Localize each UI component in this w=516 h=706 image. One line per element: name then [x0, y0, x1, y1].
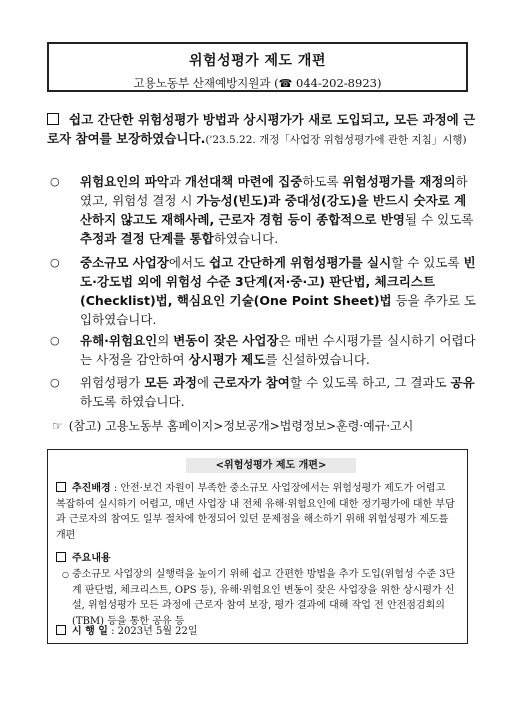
reference-line [52, 417, 482, 434]
title-box [47, 42, 468, 92]
background-label: 추진배경 [72, 483, 111, 494]
bullet-text-run: 위험성평가를 재정의 [342, 174, 456, 189]
bullet-text-run: 추정과 결정 단계를 통합 [80, 231, 214, 246]
bullet-text-run: 할 수 있도록 하고, 그 결과도 [289, 375, 451, 390]
bullet-item-4 [50, 373, 477, 411]
page-title: 위험성평가 제도 개편 [189, 53, 326, 69]
bullet-text-run: 공유 [450, 375, 475, 390]
bullet-text-run: 가능성(빈도)과 중대성(강도)을 반드시 숫자로 계산하지 않고도 재해사례, 근로자 경험 등이 종합적으로 반영 [80, 193, 467, 227]
bullet-text-run: 하도록 [302, 174, 343, 189]
square-bullet-icon [56, 482, 66, 492]
bullet-text-run: 할 수 있도록 [391, 255, 464, 270]
square-bullet-icon [56, 625, 66, 635]
bullet-text-run: 하였고, 위험성 결정 시 [80, 174, 468, 208]
intro-main-text: 쉽고 간단한 위험성평가 방법과 상시평가가 새로 도입되고, 모든 과정에 근로자 참여를 보장하였습니다. [47, 112, 476, 146]
square-bullet-icon [56, 552, 66, 562]
summary-box [47, 449, 468, 644]
effective-date-section [56, 624, 456, 640]
bullet-text-run: 쉽고 간단하게 위험성평가를 실시 [209, 255, 392, 270]
department-line [49, 75, 466, 91]
bullet-text-run: 위험성평가 [80, 375, 145, 390]
main-content-label: 주요내용 [72, 553, 111, 564]
circle-bullet-icon: ○ [50, 256, 60, 269]
bullet-text-run: 모든 과정 [144, 375, 198, 390]
pointing-hand-icon: ☞ [52, 419, 63, 433]
effective-date-text: : 2023년 5월 22일 [107, 626, 198, 637]
phone-number: 044-202-8923) [292, 76, 382, 90]
square-bullet-icon [47, 113, 59, 125]
circle-bullet-icon: ○ [50, 376, 60, 389]
bullet-text [60, 253, 477, 329]
bullet-text-run: 상시평가 제도 [188, 352, 266, 367]
background-text: : 안전·보건 자원이 부족한 중소규모 사업장에서는 위험성평가 제도가 어렵고 복잡하여 실시하기 어렵고, 매년 사업장 내 전체 유해·위험요인에 대한 정기평가에 대한 부담과 근로자의 참여도 일부 절차에 한정되어 있던 문제점을 해소하기 위해 위험성평가 제도를 개편 [56, 483, 455, 541]
circle-bullet-icon: ○ [50, 175, 60, 188]
bullet-text-run: 를 신설하였습니다. [265, 352, 370, 367]
main-content-item [62, 567, 458, 629]
background-section [56, 481, 456, 543]
reference-text: (참고) 고용노동부 홈페이지>정보공개>법령정보>훈령·예규·고시 [68, 419, 414, 433]
phone-icon: ☎ [278, 77, 293, 90]
bullet-text-run: 근로자가 참여 [213, 375, 290, 390]
effective-date-label: 시 행 일 [72, 626, 108, 637]
bullet-text-run: 에서도 [168, 255, 210, 270]
bullet-text-run: 과 [168, 174, 185, 189]
intro-note: ('23.5.22. 개정「사업장 위험성평가에 관한 지침」시행) [205, 134, 467, 146]
bullet-text-run: 빈도·강도법 외에 위험성 수준 3단계(저·중·고) 판단법, 체크리스트(Checklist)법, 핵심요인 기술(One Point Sheet)법 [80, 255, 476, 308]
department-text: 고용노동부 산재예방지원과 ( [133, 76, 279, 90]
summary-title: <위험성평가 제도 개편> [186, 458, 356, 473]
bullet-text-run: 등을 추가로 도입하였습니다. [80, 293, 476, 327]
bullet-text-run: 될 수 있도록 [405, 212, 474, 227]
bullet-text [60, 172, 477, 248]
bullet-item-2 [50, 253, 477, 329]
bullet-text-run: 위험요인의 파악 [80, 174, 169, 189]
bullet-text-run: 변동이 잦은 사업장 [173, 333, 279, 348]
circle-bullet-icon: ○ [62, 570, 69, 579]
bullet-item-1 [50, 172, 477, 248]
bullet-item-3 [50, 331, 477, 369]
intro-paragraph [47, 110, 477, 150]
bullet-text [60, 331, 477, 369]
bullet-text-run: 의 [157, 333, 174, 348]
main-content-section [56, 551, 456, 567]
bullet-text-run: 개선대책 마련에 집중 [184, 174, 303, 189]
bullet-text-run: 은 매번 수시평가를 실시하기 어렵다는 사정을 감안하여 [80, 333, 476, 367]
bullet-text-run: 중소규모 사업장 [80, 255, 169, 270]
circle-bullet-icon: ○ [50, 334, 60, 347]
bullet-text-run: 하도록 하였습니다. [80, 394, 185, 409]
bullet-text-run: 에 [197, 375, 214, 390]
bullet-text [60, 373, 477, 411]
bullet-text-run: 유해·위험요인 [80, 333, 158, 348]
main-content-text: 중소규모 사업장의 실행력을 높이기 위해 쉽고 간편한 방법을 추가 도입(위험성 수준 3단계 판단법, 체크리스트, OPS 등), 유해·위험요인 변동이 잦은 사업장을 위한 상시평가 신설, 위험성평가 모든 과정에 근로자 참여 보장, 평가 결과에 대해 작업 전 안전점검회의(TBM) 등을 통한 공유 등 [72, 569, 456, 627]
bullet-text-run: 하였습니다. [213, 231, 279, 246]
